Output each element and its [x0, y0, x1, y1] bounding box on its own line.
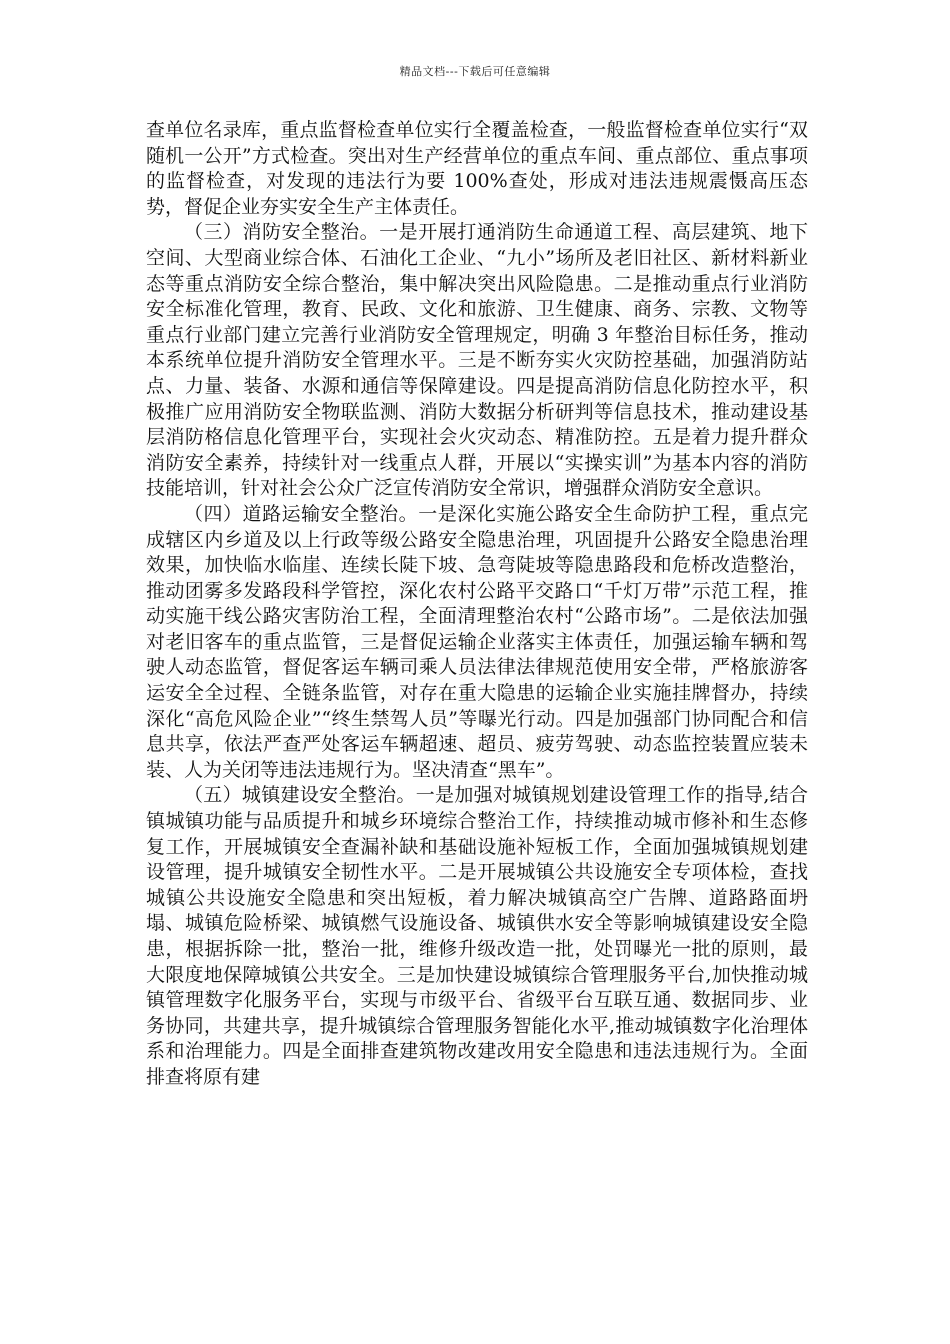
- paragraph-urban-construction: （五）城镇建设安全整治。一是加强对城镇规划建设管理工作的指导,结合镇城镇功能与品质提升和城乡环境综合整治工作，持续推动城市修补和生态修复工作，开展城镇安全查漏补缺和基础设施补短板工作，全面加强城镇规划建设管理，提升城镇安全韧性水平。二是开展城镇公共设施安全专项体检，查找城镇公共设施安全隐患和突出短板，着力解决城镇高空广告牌、道路路面坍塌、城镇危险桥梁、城镇燃气设施设备、城镇供水安全等影响城镇建设安全隐患，根据拆除一批，整治一批，维修升级改造一批，处罚曝光一批的原则，最大限度地保障城镇公共安全。三是加快建设城镇综合管理服务平台,加快推动城镇管理数字化服务平台，实现与市级平台、省级平台互联互通、数据同步、业务协同，共建共享，提升城镇综合管理服务智能化水平,推动城镇数字化治理体系和治理能力。四是全面排查建筑物改建改用安全隐患和违法违规行为。全面排查将原有建: [146, 784, 808, 1088]
- paragraph-road-transport: （四）道路运输安全整治。一是深化实施公路安全生命防护工程，重点完成辖区内乡道及以上行政等级公路安全隐患治理，巩固提升公路安全隐患治理效果，加快临水临崖、连续长陡下坡、急弯陡坡等隐患路段和危桥改造整治，推动团雾多发路段科学管控，深化农村公路平交路口“千灯万带”示范工程，推动实施干线公路灾害防治工程，全面清理整治农村“公路市场”。二是依法加强对老旧客车的重点监管，三是督促运输企业落实主体责任，加强运输车辆和驾驶人动态监管，督促客运车辆司乘人员法律法律规范使用安全带，严格旅游客运安全全过程、全链条监管，对存在重大隐患的运输企业实施挂牌督办，持续深化“高危风险企业”“终生禁驾人员”等曝光行动。四是加强部门协同配合和信息共享，依法严查严处客运车辆超速、超员、疲劳驾驶、动态监控装置应装未装、人为关闭等违法违规行为。坚决清查“黑车”。: [146, 502, 808, 781]
- paragraph-continued: 查单位名录库，重点监督检查单位实行全覆盖检查，一般监督检查单位实行“双随机一公开”方式检查。突出对生产经营单位的重点车间、重点部位、重点事项的监督检查，对发现的违法行为要 100%查处，形成对违法违规震慑高压态势，督促企业夯实安全生产主体责任。: [146, 119, 808, 218]
- document-body: [146, 118, 808, 1091]
- page-header: 精品文档---下载后可任意编辑: [399, 65, 551, 78]
- paragraph-fire-safety: （三）消防安全整治。一是开展打通消防生命通道工程、高层建筑、地下空间、大型商业综合体、石油化工企业、“九小”场所及老旧社区、新材料新业态等重点消防安全综合整治，集中解决突出风险隐患。二是推动重点行业消防安全标准化管理，教育、民政、文化和旅游、卫生健康、商务、宗教、文物等重点行业部门建立完善行业消防安全管理规定，明确 3 年整治目标任务，推动本系统单位提升消防安全管理水平。三是不断夯实火灾防控基础，加强消防站点、力量、装备、水源和通信等保障建设。四是提高消防信息化防控水平，积极推广应用消防安全物联监测、消防大数据分析研判等信息技术，推动建设基层消防格信息化管理平台，实现社会火灾动态、精准防控。五是着力提升群众消防安全素养，持续针对一线重点人群，开展以“实操实训”为基本内容的消防技能培训，针对社会公众广泛宣传消防安全常识，增强群众消防安全意识。: [146, 221, 808, 500]
